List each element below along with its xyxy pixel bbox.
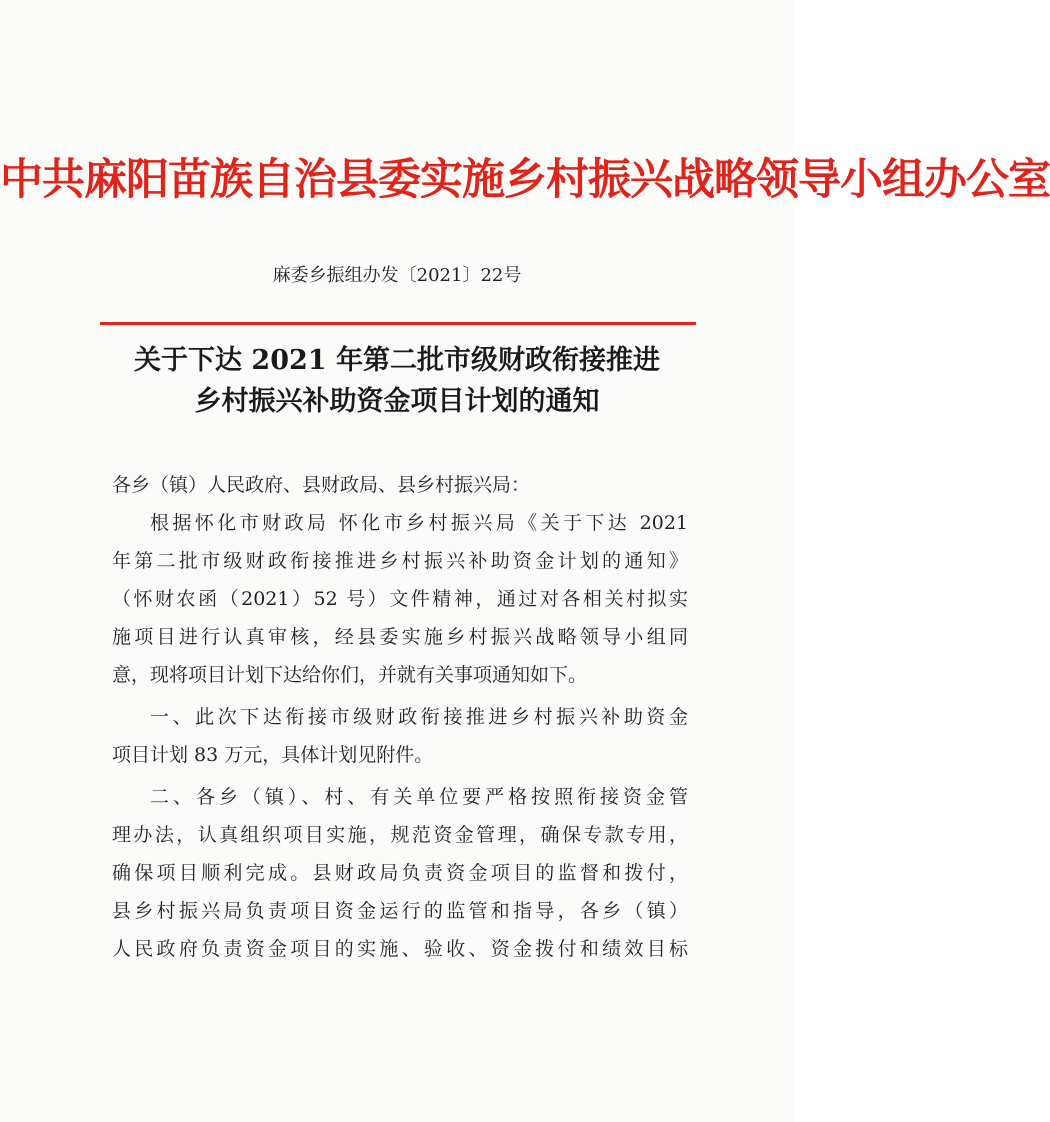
paragraph-item-two <box>112 778 688 968</box>
paragraph-item-one <box>112 698 688 774</box>
paragraph-line: 根据怀化市财政局 怀化市乡村振兴局《关于下达 2021 <box>150 512 688 534</box>
document-title <box>0 340 794 422</box>
paragraph-line: 意，现将项目计划下达给你们，并就有关事项通知如下。 <box>112 664 588 686</box>
paragraph-basis <box>112 504 688 694</box>
paragraph-line: 理办法，认真组织项目实施，规范资金管理，确保专款专用， <box>112 824 688 846</box>
paragraph-line: 一、此次下达衔接市级财政衔接推进乡村振兴补助资金 <box>150 706 688 728</box>
document-number: 麻委乡振组办发〔2021〕22号 <box>272 265 522 286</box>
red-divider-line <box>100 322 696 325</box>
paragraph-line: 二、各乡（镇）、村、有关单位要严格按照衔接资金管 <box>150 786 688 808</box>
paragraph-line: 人民政府负责资金项目的实施、验收、资金拨付和绩效目标 <box>112 938 688 960</box>
title-line-2: 乡村振兴补助资金项目计划的通知 <box>194 386 600 417</box>
issuing-organization-header: 中共麻阳苗族自治县委实施乡村振兴战略领导小组办公室 <box>0 155 1050 205</box>
document-body <box>112 466 688 968</box>
title-line-1: 关于下达 2021 年第二批市级财政衔接推进 <box>134 345 660 376</box>
salutation: 各乡（镇）人民政府、县财政局、县乡村振兴局： <box>112 474 531 496</box>
paragraph-line: 确保项目顺利完成。县财政局负责资金项目的监督和拨付， <box>112 862 688 884</box>
paragraph-line: 县乡村振兴局负责项目资金运行的监管和指导，各乡（镇） <box>112 900 688 922</box>
paragraph-line: （怀财农函（2021）52 号）文件精神，通过对各相关村拟实 <box>112 588 688 610</box>
paragraph-line: 施项目进行认真审核，经县委实施乡村振兴战略领导小组同 <box>112 626 688 648</box>
paragraph-line: 年第二批市级财政衔接推进乡村振兴补助资金计划的通知》 <box>112 550 688 572</box>
paragraph-line: 项目计划 83 万元，具体计划见附件。 <box>112 744 434 766</box>
